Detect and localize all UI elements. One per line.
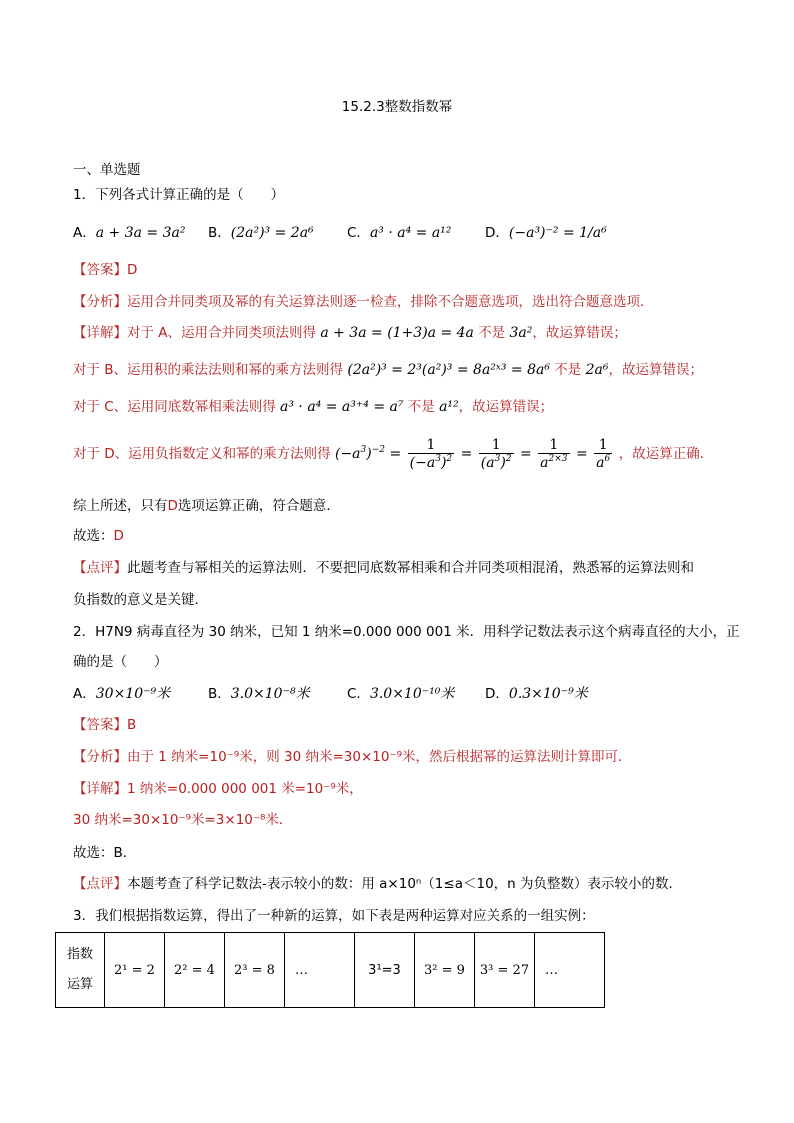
q1-answer: 【答案】D <box>73 262 138 278</box>
q1-detail-d: 对于 D、运用负指数定义和幂的乘方法则得 $(-a^3)^{-2}$ = $\frac{1}{(-a^3)^2}$ = $\frac{1}{(a^3)^2}$ = $\frac{1}{a^{2\times 3}}$ = $\frac{1}{a^6}$ ，故运算正确． <box>73 436 714 471</box>
table-cell: 3² = 9 <box>415 933 475 1008</box>
q2-choose: 故选：B． <box>73 845 137 861</box>
q1-option-a: A．a + 3a = 3a² <box>73 225 186 241</box>
q1-option-d: D．(−a³)⁻² = 1/a⁶ <box>485 225 607 241</box>
table-cell: 3³ = 27 <box>475 933 535 1008</box>
q2-stem-1: 2．H7N9 病毒直径为 30 纳米，已知 1 纳米=0.000 000 001 米．用科学记数法表示这个病毒直径的大小，正 <box>73 624 740 640</box>
page-title: 15.2.3整数指数幂 <box>341 99 453 115</box>
section-heading: 一、单选题 <box>73 162 141 178</box>
table-head-line-1: 指数 <box>66 947 93 962</box>
table-cell: … <box>285 933 355 1008</box>
table-cell: … <box>535 933 605 1008</box>
q2-stem-2: 确的是（ ） <box>73 654 168 670</box>
q2-answer: 【答案】B <box>73 717 137 733</box>
q1-detail-b: 对于 B、运用积的乘法法则和幂的乘方法则得 (2a²)³ = 2³(a²)³ = 8a²ˣ³ = 8a⁶ 不是 2a⁶，故运算错误； <box>73 362 703 378</box>
table-head-line-2: 运算 <box>66 977 93 992</box>
table-cell: 2¹ = 2 <box>105 933 165 1008</box>
q1-choose: 故选：D <box>73 528 124 544</box>
q1-option-c: C．a³ · a⁴ = a¹² <box>347 225 452 241</box>
q1-comment-1: 【点评】此题考查与幂相关的运算法则．不要把同底数幂相乘和合并同类项相混淆，熟悉幂的运算法则和 <box>73 560 694 576</box>
table-head-cell <box>56 933 105 1008</box>
q3-stem: 3．我们根据指数运算，得出了一种新的运算，如下表是两种运算对应关系的一组实例： <box>73 908 595 924</box>
q3-example-table <box>55 932 605 1008</box>
q2-option-c: C．3.0×10⁻¹⁰米 <box>347 686 455 702</box>
q1-stem: 1．下列各式计算正确的是（ ） <box>73 187 285 203</box>
table-cell: 2² = 4 <box>165 933 225 1008</box>
q1-summary: 综上所述，只有D选项运算正确，符合题意． <box>73 498 340 514</box>
q1-comment-2: 负指数的意义是关键． <box>73 592 208 608</box>
q2-analysis: 【分析】由于 1 纳米=10⁻⁹米，则 30 纳米=30×10⁻⁹米，然后根据幂的运算法则计算即可． <box>73 749 632 765</box>
detail-d-expression: $(-a^3)^{-2}$ = $\frac{1}{(-a^3)^2}$ = $\frac{1}{(a^3)^2}$ = $\frac{1}{a^{2\times 3}}$ = $\frac{1}{a^6}$ <box>334 436 611 471</box>
q1-option-b: B．(2a²)³ = 2a⁶ <box>208 225 314 241</box>
q2-detail-1: 【详解】1 纳米=0.000 000 001 米=10⁻⁹米， <box>73 781 363 797</box>
q1-detail-a: 【详解】对于 A、运用合并同类项法则得 a + 3a = (1+3)a = 4a 不是 3a²，故运算错误； <box>73 325 627 341</box>
q1-detail-c: 对于 C、运用同底数幂相乘法则得 a³ · a⁴ = a³⁺⁴ = a⁷ 不是 a¹²，故运算错误； <box>73 399 554 415</box>
table-cell: 2³ = 8 <box>225 933 285 1008</box>
q1-analysis: 【分析】运用合并同类项及幂的有关运算法则逐一检查，排除不合题意选项，选出符合题意选项． <box>73 294 654 310</box>
q2-option-d: D．0.3×10⁻⁹米 <box>485 686 588 702</box>
q2-option-a: A．30×10⁻⁹米 <box>73 686 171 702</box>
table-row <box>56 933 605 1008</box>
q2-option-b: B．3.0×10⁻⁸米 <box>208 686 310 702</box>
q2-comment: 【点评】本题考查了科学记数法-表示较小的数：用 a×10ⁿ（1≤a＜10，n 为负整数）表示较小的数． <box>73 876 683 892</box>
q2-detail-2: 30 纳米=30×10⁻⁹米=3×10⁻⁸米． <box>73 812 293 828</box>
table-cell: 3¹=3 <box>355 933 415 1008</box>
